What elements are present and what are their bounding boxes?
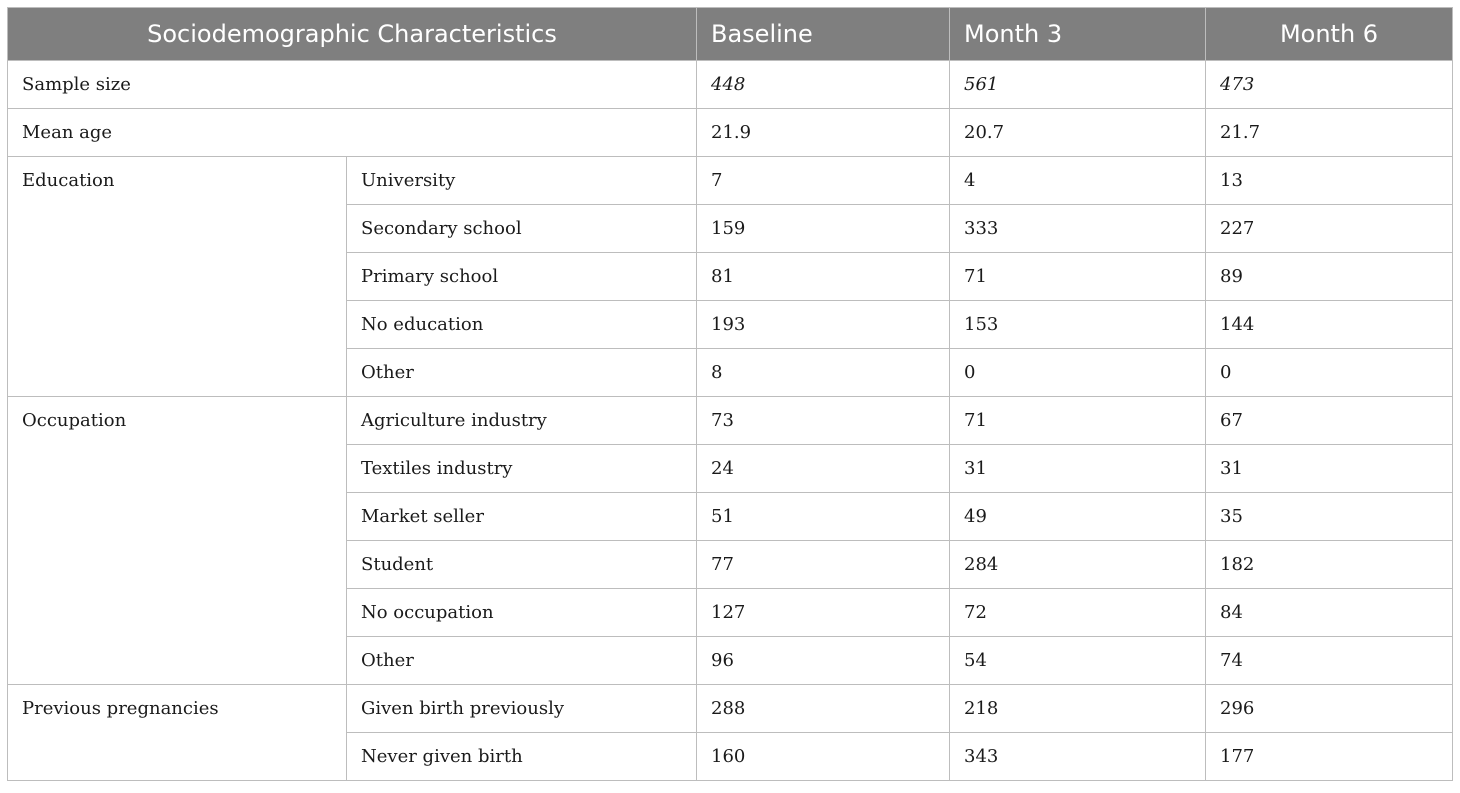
subrow-label: No occupation: [347, 589, 697, 637]
cell-month-6: 182: [1206, 541, 1453, 589]
cell-mean-age-month-3: 20.7: [950, 109, 1206, 157]
cell-baseline: 159: [697, 205, 950, 253]
cell-sample-size-month-6: 473: [1206, 61, 1453, 109]
cell-month-3: 343: [950, 733, 1206, 781]
cell-month-3: 49: [950, 493, 1206, 541]
cell-month-3: 218: [950, 685, 1206, 733]
cell-month-6: 31: [1206, 445, 1453, 493]
header-row: [8, 8, 1453, 61]
sociodemographic-table: [7, 7, 1453, 781]
header-baseline: Baseline: [697, 8, 950, 61]
table-row: [8, 157, 1453, 205]
row-label-sample-size: Sample size: [8, 61, 697, 109]
cell-month-3: 0: [950, 349, 1206, 397]
subrow-label: Other: [347, 349, 697, 397]
subrow-label: Primary school: [347, 253, 697, 301]
cell-month-6: 177: [1206, 733, 1453, 781]
subrow-label: Student: [347, 541, 697, 589]
cell-month-3: 71: [950, 253, 1206, 301]
subrow-label: Market seller: [347, 493, 697, 541]
cell-month-6: 144: [1206, 301, 1453, 349]
cell-month-6: 296: [1206, 685, 1453, 733]
cell-sample-size-baseline: 448: [697, 61, 950, 109]
cell-month-6: 35: [1206, 493, 1453, 541]
cell-baseline: 8: [697, 349, 950, 397]
cell-month-3: 72: [950, 589, 1206, 637]
table-row: [8, 109, 1453, 157]
cell-baseline: 81: [697, 253, 950, 301]
cell-baseline: 160: [697, 733, 950, 781]
subrow-label: Agriculture industry: [347, 397, 697, 445]
cell-month-3: 4: [950, 157, 1206, 205]
row-label-mean-age: Mean age: [8, 109, 697, 157]
header-month-3: Month 3: [950, 8, 1206, 61]
group-label-occupation: Occupation: [8, 397, 347, 685]
cell-baseline: 127: [697, 589, 950, 637]
cell-baseline: 73: [697, 397, 950, 445]
cell-baseline: 96: [697, 637, 950, 685]
table-row: [8, 685, 1453, 733]
group-label-previous-pregnancies: Previous pregnancies: [8, 685, 347, 781]
header-characteristics: Sociodemographic Characteristics: [8, 8, 697, 61]
cell-month-6: 84: [1206, 589, 1453, 637]
cell-month-3: 54: [950, 637, 1206, 685]
subrow-label: Textiles industry: [347, 445, 697, 493]
subrow-label: University: [347, 157, 697, 205]
cell-month-3: 284: [950, 541, 1206, 589]
cell-month-6: 227: [1206, 205, 1453, 253]
cell-month-3: 71: [950, 397, 1206, 445]
cell-baseline: 7: [697, 157, 950, 205]
table-row: [8, 397, 1453, 445]
cell-month-3: 31: [950, 445, 1206, 493]
subrow-label: Given birth previously: [347, 685, 697, 733]
cell-month-6: 89: [1206, 253, 1453, 301]
cell-month-6: 0: [1206, 349, 1453, 397]
cell-month-6: 13: [1206, 157, 1453, 205]
table-row: [8, 61, 1453, 109]
cell-mean-age-baseline: 21.9: [697, 109, 950, 157]
cell-month-6: 74: [1206, 637, 1453, 685]
cell-month-3: 153: [950, 301, 1206, 349]
cell-mean-age-month-6: 21.7: [1206, 109, 1453, 157]
cell-baseline: 288: [697, 685, 950, 733]
subrow-label: Never given birth: [347, 733, 697, 781]
cell-baseline: 193: [697, 301, 950, 349]
cell-baseline: 77: [697, 541, 950, 589]
subrow-label: Secondary school: [347, 205, 697, 253]
cell-baseline: 51: [697, 493, 950, 541]
cell-baseline: 24: [697, 445, 950, 493]
header-month-6: Month 6: [1206, 8, 1453, 61]
group-label-education: Education: [8, 157, 347, 397]
cell-month-3: 333: [950, 205, 1206, 253]
subrow-label: No education: [347, 301, 697, 349]
cell-sample-size-month-3: 561: [950, 61, 1206, 109]
cell-month-6: 67: [1206, 397, 1453, 445]
subrow-label: Other: [347, 637, 697, 685]
